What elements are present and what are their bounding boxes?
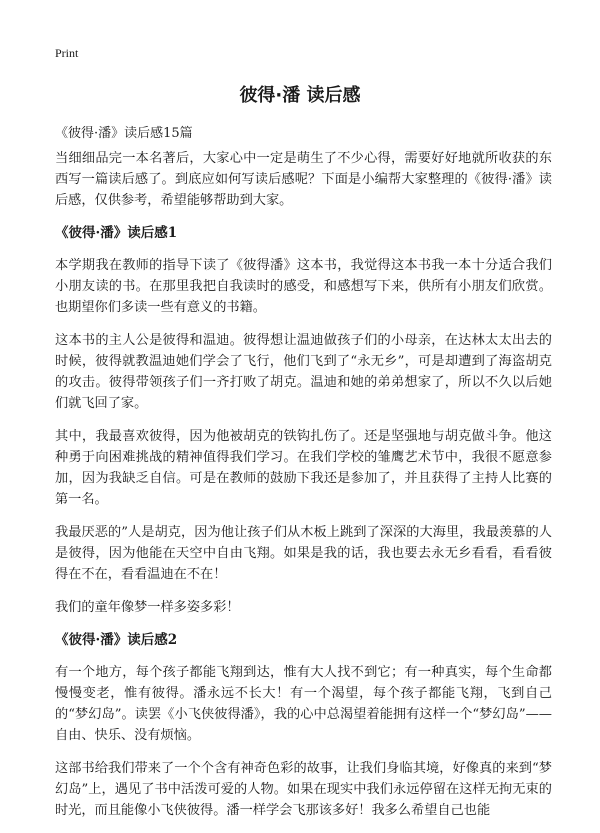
section-heading: 《彼得·潘》读后感2 xyxy=(55,632,178,648)
paragraph: 这部书给我们带来了一个个含有神奇色彩的故事，让我们身临其境，好像真的来到“梦幻岛”上，遇见了书中活泼可爱的人物。如果在现实中我们永远停留在这样无拘无束的时光，而且能像小飞侠彼得。潘一样学会飞那该多好！我多么希望自己也能 xyxy=(55,761,552,818)
section-heading: 《彼得·潘》读后感1 xyxy=(55,225,178,241)
paragraph: 本学期我在教师的指导下读了《彼得潘》这本书，我觉得这本书我一本十分适合我们小朋友读的书。在那里我把自我读时的感受，和感想写下来，供所有小朋友们欣赏。也期望你们多读一些有意义的书籍。 xyxy=(55,258,552,315)
print-label[interactable]: Print xyxy=(55,46,79,60)
document-title: 彼得·潘 读后感 xyxy=(239,85,361,106)
document-body xyxy=(55,148,552,833)
document-subtitle: 《彼得·潘》读后感15篇 xyxy=(55,126,193,141)
paragraph: 我们的童年像梦一样多姿多彩！ xyxy=(55,600,240,615)
paragraph: 这本书的主人公是彼得和温迪。彼得想让温迪做孩子们的小母亲，在达林太太出去的时候，彼得就教温迪她们学会了飞行，他们飞到了“永无乡”，可是却遭到了海盗胡克的攻击。彼得带领孩子们一齐打败了胡克。温迪和她的弟弟想家了，所以不久以后她们就飞回了家。 xyxy=(55,333,552,411)
paragraph: 我最厌恶的”人是胡克，因为他让孩子们从木板上跳到了深深的大海里，我最羡慕的人是彼得，因为他能在天空中自由飞翔。如果是我的话，我也要去永无乡看看，看看彼得在不在，看看温迪在不在！ xyxy=(55,525,552,582)
paragraph: 其中，我最喜欢彼得，因为他被胡克的铁钩扎伤了。还是坚强地与胡克做斗争。他这种勇于向困难挑战的精神值得我们学习。在我们学校的雏鹰艺术节中，我很不愿意参加，因为我缺乏自信。可是在教师的鼓励下我还是参加了，并且获得了主持人比赛的第一名。 xyxy=(55,429,552,507)
intro-paragraph: 当细细品完一本名著后，大家心中一定是萌生了不少心得，需要好好地就所收获的东西写一篇读后感了。到底应如何写读后感呢？下面是小编帮大家整理的《彼得·潘》读后感，仅供参考，希望能够帮助到大家。 xyxy=(55,151,552,208)
paragraph: 有一个地方，每个孩子都能飞翔到达，惟有大人找不到它；有一种真实，每个生命都慢慢变老，惟有彼得。潘永远不长大！有一个渴望，每个孩子都能飞翔，飞到自己的“梦幻岛”。读罢《小飞侠彼得潘》，我的心中总渴望着能拥有这样一个“梦幻岛”——自由、快乐、没有烦恼。 xyxy=(55,665,552,743)
